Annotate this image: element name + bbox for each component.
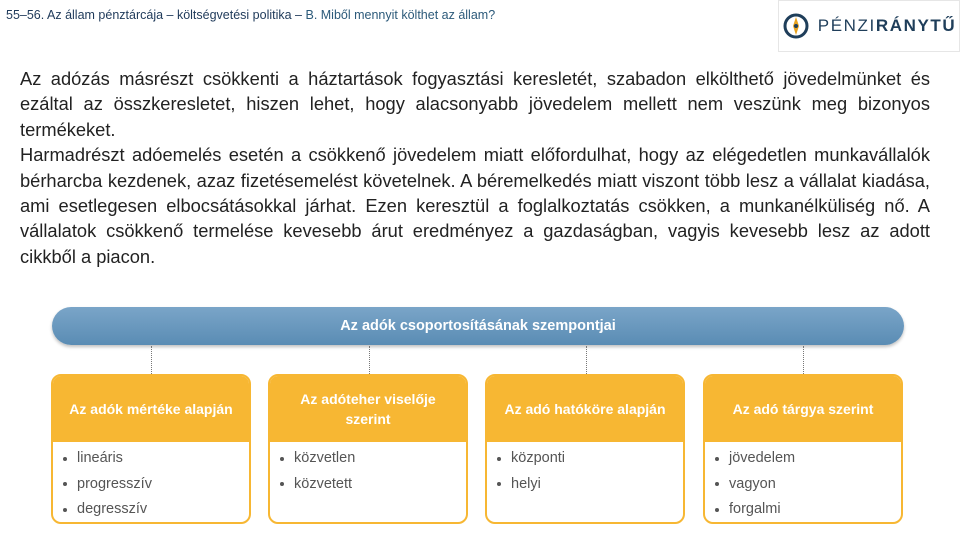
bullet-icon: [715, 482, 719, 486]
brand-logo: [778, 0, 960, 52]
connector-line: [151, 346, 152, 374]
bullet-icon: [63, 457, 67, 461]
list-item-label: lineáris: [77, 450, 123, 466]
list-item: [715, 497, 901, 523]
bullet-icon: [280, 457, 284, 461]
list-item-label: jövedelem: [729, 450, 796, 466]
paragraph-2: Harmadrészt adóemelés esetén a csökkenő jövedelem miatt előfordulhat, hogy az elégedetlen munkavállalók bérharcba kezdenek, azaz fizetésemelést követelnek. A béremelkedés miatt viszont több lesz a vállalat kiadása, ami esetlegesen elbocsátásokkal járhat. Ezen keresztül a foglalkoztatás csökken, a munkanélküliség nő. A vállalatok csökkenő termelése kevesebb árut eredményez a gazdaságban, vagyis kevesebb lesz az adott cikkből a piacon.: [20, 144, 930, 267]
list-item: [280, 472, 466, 498]
list-item: [280, 446, 466, 472]
logo-text-light: PÉNZI: [817, 16, 876, 35]
list-item-label: degresszív: [77, 501, 148, 517]
card-list: [705, 442, 901, 523]
list-item: [715, 472, 901, 498]
list-item-label: helyi: [511, 475, 541, 492]
page-header: [6, 8, 495, 22]
category-card-bearer: [268, 374, 468, 524]
card-list: [53, 442, 249, 523]
logo-text: [818, 16, 957, 36]
connector-line: [586, 346, 587, 374]
list-item-label: közvetlen: [294, 450, 356, 466]
header-title-section: B. Miből mennyit költhet az állam?: [305, 8, 496, 22]
list-item-label: progresszív: [77, 475, 152, 492]
list-item-label: forgalmi: [729, 501, 781, 517]
category-card-rate: [51, 374, 251, 524]
compass-icon: [782, 12, 810, 40]
logo-text-bold: RÁNYTŰ: [875, 16, 957, 35]
list-item: [63, 497, 249, 523]
list-item: [63, 446, 249, 472]
connector-line: [803, 346, 804, 374]
list-item: [715, 446, 901, 472]
paragraph-1: Az adózás másrészt csökkenti a háztartások fogyasztási keresletét, szabadon elkölthető jövedelmünket és ezáltal az összkeresletet, hiszen lehet, hogy alacsonyabb jövedelem mellett nem veszünk meg bizonyos termékeket.: [20, 68, 930, 140]
bullet-icon: [715, 508, 719, 512]
bullet-icon: [497, 457, 501, 461]
diagram-title-banner: [52, 307, 904, 345]
list-item-label: vagyon: [729, 475, 776, 492]
bullet-icon: [63, 482, 67, 486]
bullet-icon: [497, 482, 501, 486]
card-heading: Az adók mértéke alapján: [53, 376, 249, 442]
header-title-main: 55–56. Az állam pénztárcája – költségvetési politika –: [6, 8, 306, 22]
list-item: [63, 472, 249, 498]
list-item: [497, 472, 683, 498]
bullet-icon: [715, 457, 719, 461]
card-list: [270, 442, 466, 497]
bullet-icon: [63, 508, 67, 512]
bullet-icon: [280, 482, 284, 486]
diagram-title: Az adók csoportosításának szempontjai: [340, 318, 616, 334]
card-heading: Az adó tárgya szerint: [705, 376, 901, 442]
list-item-label: közvetett: [294, 475, 353, 492]
category-card-scope: [485, 374, 685, 524]
card-heading: Az adó hatóköre alapján: [487, 376, 683, 442]
connector-line: [369, 346, 370, 374]
card-list: [487, 442, 683, 497]
category-card-subject: [703, 374, 903, 524]
list-item-label: központi: [511, 450, 566, 466]
list-item: [497, 446, 683, 472]
card-heading: Az adóteher viselője szerint: [270, 376, 466, 442]
body-text: [20, 66, 930, 269]
